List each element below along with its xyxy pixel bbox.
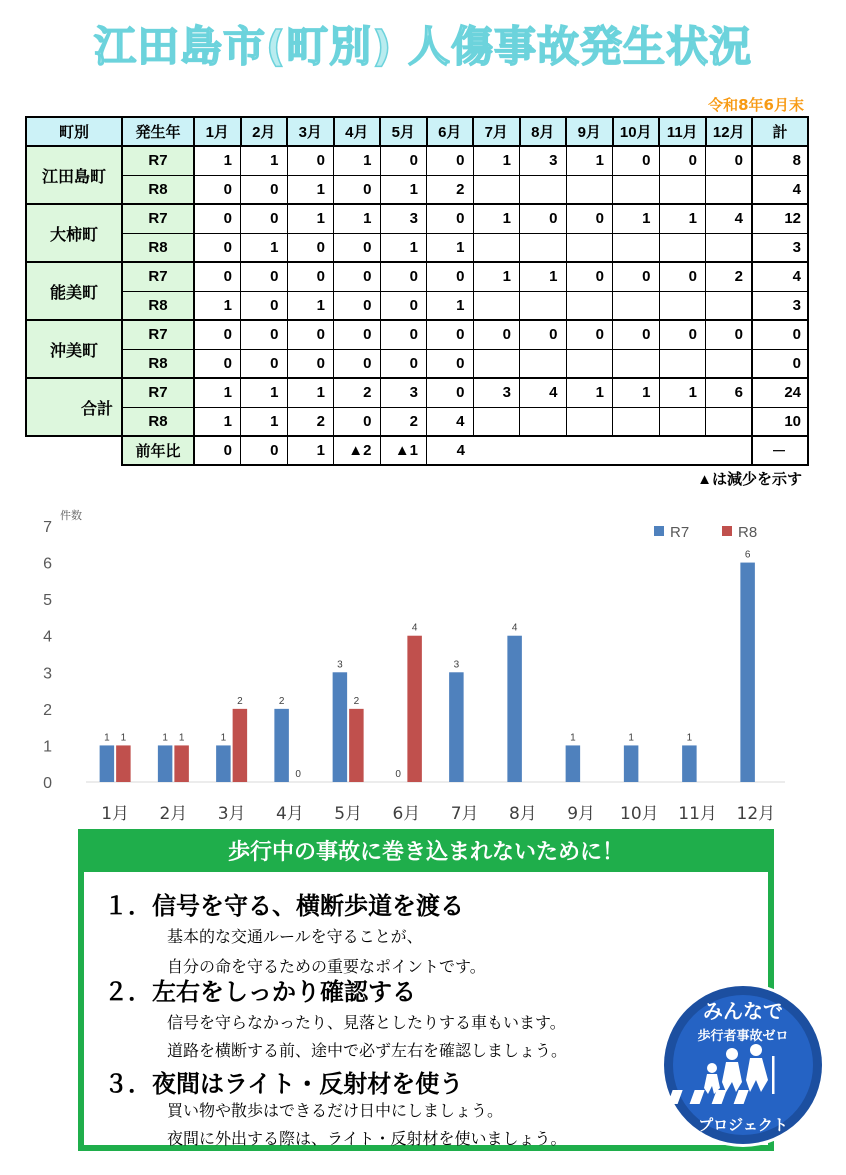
town-name: 能美町 xyxy=(26,262,122,320)
x-tick-label: 11月 xyxy=(678,804,717,824)
bar-r7 xyxy=(682,745,697,782)
month-count: 0 xyxy=(241,204,288,233)
month-count xyxy=(520,233,567,262)
year-label: R8 xyxy=(122,175,194,204)
month-count: 1 xyxy=(473,146,520,175)
tip-heading-1: １．信号を守る、横断歩道を渡る xyxy=(104,892,464,920)
legend-swatch-r8 xyxy=(722,526,732,536)
month-count: 1 xyxy=(287,204,334,233)
bar-r7 xyxy=(449,672,464,782)
month-count: 0 xyxy=(613,320,660,349)
month-count: 0 xyxy=(241,175,288,204)
month-count: 0 xyxy=(380,349,427,378)
empty-cell xyxy=(659,436,706,465)
month-count: 1 xyxy=(427,233,474,262)
year-label: R7 xyxy=(122,204,194,233)
row-total: 24 xyxy=(752,378,808,407)
column-header: 5月 xyxy=(380,117,427,146)
month-count: 1 xyxy=(473,262,520,291)
column-header: 町別 xyxy=(26,117,122,146)
year-label: R8 xyxy=(122,233,194,262)
month-count: 1 xyxy=(194,146,241,175)
month-count: 2 xyxy=(427,175,474,204)
bar-r8 xyxy=(349,709,364,782)
month-count: 0 xyxy=(520,320,567,349)
month-count: 1 xyxy=(566,146,613,175)
month-count: 0 xyxy=(520,204,567,233)
y-tick-label: 6 xyxy=(43,555,52,573)
year-label: R8 xyxy=(122,291,194,320)
month-count: 2 xyxy=(380,407,427,436)
row-total: 4 xyxy=(752,262,808,291)
y-tick-label: 5 xyxy=(43,592,52,610)
row-total: 4 xyxy=(752,175,808,204)
month-count: 0 xyxy=(473,320,520,349)
year-label: R7 xyxy=(122,320,194,349)
bar-r8 xyxy=(407,636,422,782)
bar-r7 xyxy=(158,745,173,782)
month-count: 0 xyxy=(194,349,241,378)
month-count: 1 xyxy=(566,378,613,407)
month-count: 0 xyxy=(287,233,334,262)
column-header: 11月 xyxy=(659,117,706,146)
month-count: 0 xyxy=(334,291,381,320)
month-count: 0 xyxy=(334,262,381,291)
month-count: 1 xyxy=(380,233,427,262)
month-count xyxy=(566,291,613,320)
column-header: 12月 xyxy=(706,117,753,146)
month-count xyxy=(659,291,706,320)
legend-swatch-r7 xyxy=(654,526,664,536)
month-count xyxy=(613,233,660,262)
month-count xyxy=(706,233,753,262)
logo-middle-text: 歩行者事故ゼロ xyxy=(697,1029,789,1044)
legend-label: R7 xyxy=(670,524,690,541)
x-tick-label: 4月 xyxy=(275,804,304,824)
tip-line: 夜間に外出する際は、ライト・反射材を使いましょう。 xyxy=(167,1129,567,1148)
x-tick-label: 2月 xyxy=(159,804,188,824)
x-tick-label: 3月 xyxy=(217,804,246,824)
column-header: 9月 xyxy=(566,117,613,146)
data-label: 1 xyxy=(104,732,110,744)
month-count: 1 xyxy=(241,233,288,262)
month-count xyxy=(613,291,660,320)
bar-r7 xyxy=(624,745,639,782)
month-count: 1 xyxy=(659,204,706,233)
month-count: 0 xyxy=(380,146,427,175)
table-row xyxy=(26,291,808,320)
month-count: 1 xyxy=(334,204,381,233)
month-count: 0 xyxy=(659,262,706,291)
month-count: 1 xyxy=(380,175,427,204)
month-count: 0 xyxy=(194,233,241,262)
month-count: 1 xyxy=(520,262,567,291)
month-count xyxy=(706,175,753,204)
month-count: 0 xyxy=(706,146,753,175)
bar-r7 xyxy=(507,636,522,782)
data-label: 3 xyxy=(337,659,343,671)
month-count xyxy=(473,407,520,436)
month-count: 0 xyxy=(659,146,706,175)
prev-year-diff: 4 xyxy=(427,436,474,465)
town-name: 合計 xyxy=(26,378,122,436)
decrease-note: ▲は減少を示す xyxy=(697,471,802,488)
bar-r8 xyxy=(174,745,189,782)
bar-r7 xyxy=(333,672,348,782)
bar-r7 xyxy=(740,563,755,782)
row-total: 3 xyxy=(752,233,808,262)
y-tick-label: 1 xyxy=(43,738,52,756)
month-count xyxy=(613,407,660,436)
data-label: 1 xyxy=(686,732,693,744)
month-count xyxy=(520,407,567,436)
month-count: 0 xyxy=(287,320,334,349)
month-count xyxy=(566,349,613,378)
x-tick-label: 12月 xyxy=(736,804,776,824)
monthly-bar-chart xyxy=(0,498,846,828)
month-count: 0 xyxy=(334,175,381,204)
month-count: 1 xyxy=(194,407,241,436)
x-tick-label: 6月 xyxy=(392,804,421,824)
month-count: 2 xyxy=(287,407,334,436)
prev-year-row xyxy=(26,436,808,465)
data-label: 1 xyxy=(120,732,127,744)
logo-top-text: みんなで xyxy=(703,999,783,1023)
column-header: 7月 xyxy=(473,117,520,146)
month-count xyxy=(473,349,520,378)
safety-banner: 歩行中の事故に巻き込まれないために！ xyxy=(78,829,774,877)
month-count: 0 xyxy=(427,204,474,233)
tip-heading-2: ２．左右をしっかり確認する xyxy=(104,978,416,1006)
month-count: 0 xyxy=(241,320,288,349)
y-tick-label: 7 xyxy=(43,519,52,536)
tip-line: 道路を横断する前、途中で必ず左右を確認しましょう。 xyxy=(167,1041,568,1060)
month-count xyxy=(706,349,753,378)
month-count: 1 xyxy=(287,291,334,320)
prev-year-diff: ▲2 xyxy=(334,436,381,465)
column-header: 1月 xyxy=(194,117,241,146)
table-row xyxy=(26,320,808,349)
town-name: 江田島町 xyxy=(26,146,122,204)
month-count: 0 xyxy=(241,291,288,320)
month-count xyxy=(659,349,706,378)
tip-line: 基本的な交通ルールを守ることが、 xyxy=(167,927,423,946)
year-label: R8 xyxy=(122,349,194,378)
town-name: 大柿町 xyxy=(26,204,122,262)
tip-line: 信号を守らなかったり、見落としたりする車もいます。 xyxy=(167,1013,566,1032)
month-count xyxy=(613,349,660,378)
page-title: 江田島市(町別) 人傷事故発生状況 xyxy=(93,22,752,71)
data-label: 0 xyxy=(295,769,301,780)
month-count: 4 xyxy=(427,407,474,436)
data-label: 1 xyxy=(628,732,634,744)
month-count: 2 xyxy=(334,378,381,407)
column-header: 発生年 xyxy=(122,117,194,146)
month-count: 0 xyxy=(194,204,241,233)
column-header: 6月 xyxy=(427,117,474,146)
month-count: 0 xyxy=(334,233,381,262)
bar-r7 xyxy=(100,745,115,782)
month-count: 4 xyxy=(520,378,567,407)
month-count: 1 xyxy=(194,378,241,407)
row-total: 8 xyxy=(752,146,808,175)
month-count: 0 xyxy=(427,320,474,349)
month-count: 0 xyxy=(380,291,427,320)
bar-r7 xyxy=(566,745,581,782)
logo-bottom-text: プロジェクト xyxy=(698,1116,788,1134)
prev-year-diff: 1 xyxy=(287,436,334,465)
town-name: 沖美町 xyxy=(26,320,122,378)
prev-year-diff: 0 xyxy=(194,436,241,465)
table-row xyxy=(26,262,808,291)
month-count xyxy=(566,175,613,204)
data-label: 3 xyxy=(453,659,460,671)
empty-cell xyxy=(26,436,122,465)
empty-cell xyxy=(566,436,613,465)
row-total: 0 xyxy=(752,349,808,378)
bar-r8 xyxy=(233,709,248,782)
month-count xyxy=(520,349,567,378)
year-label: R7 xyxy=(122,378,194,407)
month-count xyxy=(613,175,660,204)
empty-cell xyxy=(613,436,660,465)
table-row xyxy=(26,175,808,204)
month-count: 0 xyxy=(287,349,334,378)
month-count: 6 xyxy=(706,378,753,407)
month-count: 0 xyxy=(241,262,288,291)
y-tick-label: 0 xyxy=(43,775,52,792)
month-count: 1 xyxy=(287,378,334,407)
table-row xyxy=(26,349,808,378)
tip-heading-3: ３．夜間はライト・反射材を使う xyxy=(104,1070,464,1098)
month-count: 0 xyxy=(334,320,381,349)
month-count: 0 xyxy=(241,349,288,378)
month-count xyxy=(520,291,567,320)
data-label: 1 xyxy=(162,732,168,744)
as-of-date: 令和8年6月末 xyxy=(708,96,804,114)
month-count: 4 xyxy=(706,204,753,233)
month-count: 0 xyxy=(194,175,241,204)
data-label: 2 xyxy=(237,695,243,707)
month-count: 0 xyxy=(427,146,474,175)
month-count: 3 xyxy=(473,378,520,407)
x-tick-label: 8月 xyxy=(508,804,537,824)
month-count: 1 xyxy=(659,378,706,407)
month-count: 3 xyxy=(380,204,427,233)
table-row xyxy=(26,146,808,175)
month-count: 0 xyxy=(287,146,334,175)
month-count xyxy=(566,233,613,262)
month-count: 1 xyxy=(334,146,381,175)
x-tick-label: 10月 xyxy=(620,804,659,824)
empty-cell xyxy=(706,436,753,465)
y-tick-label: 4 xyxy=(43,628,52,646)
data-label: 6 xyxy=(744,549,751,561)
month-count xyxy=(659,407,706,436)
column-header: 計 xyxy=(752,117,808,146)
legend-label: R8 xyxy=(738,524,758,541)
column-header: 3月 xyxy=(287,117,334,146)
month-count xyxy=(659,233,706,262)
column-header: 8月 xyxy=(520,117,567,146)
month-count: 1 xyxy=(241,146,288,175)
month-count: 0 xyxy=(613,262,660,291)
data-label: 1 xyxy=(220,732,227,744)
month-count xyxy=(473,175,520,204)
month-count xyxy=(566,407,613,436)
month-count: 0 xyxy=(194,262,241,291)
table-row xyxy=(26,407,808,436)
tip-line: 自分の命を守るための重要なポイントです。 xyxy=(167,957,486,976)
month-count: 0 xyxy=(427,349,474,378)
data-label: 2 xyxy=(353,695,360,707)
table-row xyxy=(26,204,808,233)
month-count xyxy=(659,175,706,204)
empty-cell xyxy=(520,436,567,465)
year-label: R8 xyxy=(122,407,194,436)
month-count: 1 xyxy=(241,407,288,436)
table-row xyxy=(26,378,808,407)
month-count: 0 xyxy=(659,320,706,349)
data-label: 0 xyxy=(395,769,401,780)
column-header: 4月 xyxy=(334,117,381,146)
month-count: 1 xyxy=(194,291,241,320)
month-count: 0 xyxy=(427,262,474,291)
month-count: 0 xyxy=(334,349,381,378)
year-label: R7 xyxy=(122,146,194,175)
x-tick-label: 9月 xyxy=(567,804,596,824)
table-row xyxy=(26,233,808,262)
prev-year-diff: ▲1 xyxy=(380,436,427,465)
row-total: 3 xyxy=(752,291,808,320)
prev-year-label: 前年比 xyxy=(122,436,194,465)
y-axis-label: 件数 xyxy=(60,509,82,522)
month-count: 1 xyxy=(613,378,660,407)
data-label: 4 xyxy=(411,622,418,634)
month-count: 0 xyxy=(613,146,660,175)
month-count: 0 xyxy=(566,262,613,291)
month-count: 2 xyxy=(706,262,753,291)
month-count: 0 xyxy=(566,320,613,349)
month-count: 0 xyxy=(706,320,753,349)
prev-year-total: － xyxy=(752,436,808,465)
prev-year-diff: 0 xyxy=(241,436,288,465)
month-count xyxy=(473,291,520,320)
table-header-row xyxy=(26,117,808,146)
y-tick-label: 2 xyxy=(43,701,52,719)
x-tick-label: 7月 xyxy=(450,804,479,824)
month-count: 0 xyxy=(427,378,474,407)
month-count: 0 xyxy=(566,204,613,233)
month-count: 3 xyxy=(520,146,567,175)
year-label: R7 xyxy=(122,262,194,291)
month-count: 1 xyxy=(613,204,660,233)
data-label: 1 xyxy=(570,732,576,744)
month-count: 1 xyxy=(473,204,520,233)
month-count: 3 xyxy=(380,378,427,407)
bar-r7 xyxy=(274,709,289,782)
data-label: 1 xyxy=(178,732,185,744)
month-count: 0 xyxy=(287,262,334,291)
month-count xyxy=(520,175,567,204)
data-label: 4 xyxy=(511,622,518,634)
month-count xyxy=(706,291,753,320)
tip-line: 買い物や散歩はできるだけ日中にしましょう。 xyxy=(167,1101,504,1120)
month-count: 0 xyxy=(194,320,241,349)
bar-r7 xyxy=(216,745,231,782)
empty-cell xyxy=(473,436,520,465)
bar-r8 xyxy=(116,745,131,782)
data-label: 2 xyxy=(278,695,285,707)
month-count: 1 xyxy=(287,175,334,204)
row-total: 12 xyxy=(752,204,808,233)
month-count xyxy=(706,407,753,436)
row-total: 10 xyxy=(752,407,808,436)
month-count: 1 xyxy=(427,291,474,320)
month-count: 0 xyxy=(334,407,381,436)
pedestrian-zero-project-logo xyxy=(660,982,826,1148)
row-total: 0 xyxy=(752,320,808,349)
month-count: 0 xyxy=(380,320,427,349)
month-count xyxy=(473,233,520,262)
x-tick-label: 5月 xyxy=(334,804,363,824)
accident-table xyxy=(25,116,809,466)
column-header: 2月 xyxy=(241,117,288,146)
month-count: 0 xyxy=(380,262,427,291)
month-count: 1 xyxy=(241,378,288,407)
column-header: 10月 xyxy=(613,117,660,146)
x-tick-label: 1月 xyxy=(101,804,130,824)
y-tick-label: 3 xyxy=(43,665,52,683)
